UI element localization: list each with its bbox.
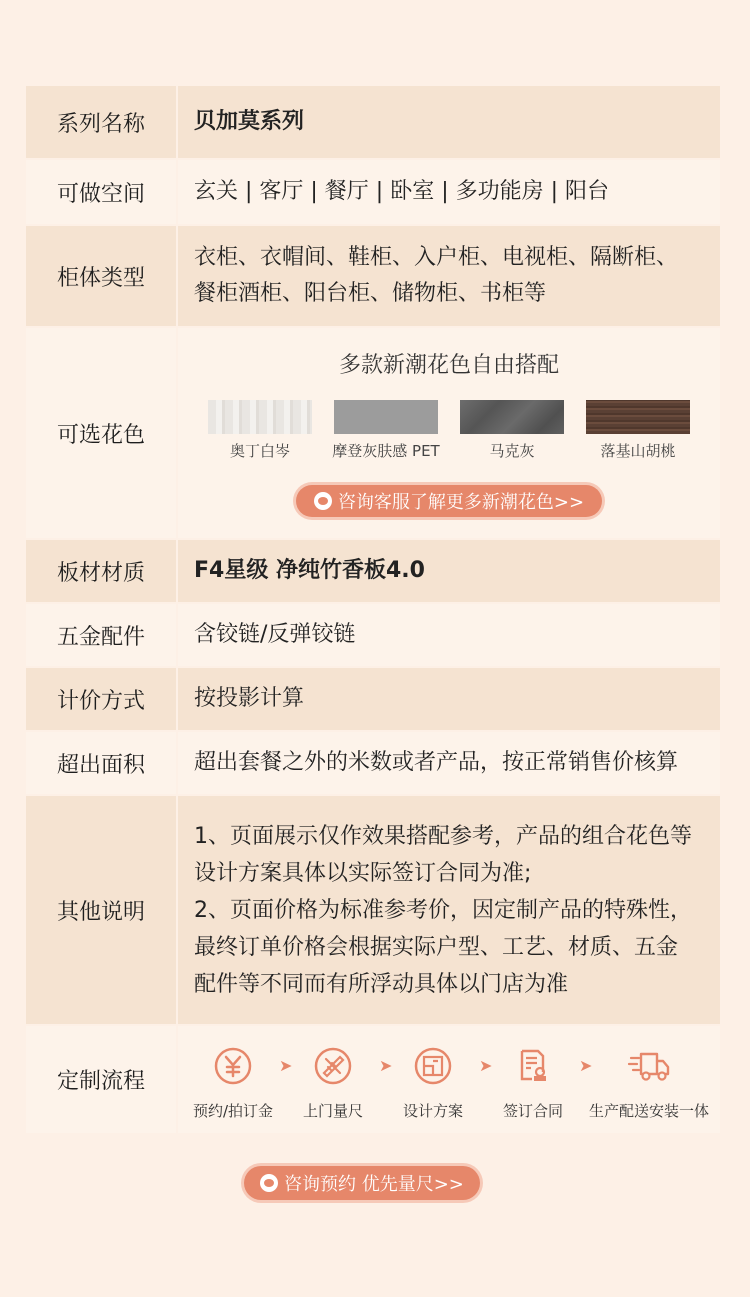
row-label: 五金配件 <box>25 603 177 667</box>
swatch-name: 落基山胡桃 <box>600 441 676 460</box>
more-colors-button[interactable] <box>296 485 602 517</box>
process-cell <box>177 1025 721 1134</box>
contract-stamp-icon <box>511 1044 555 1088</box>
cabinet-types <box>177 225 721 327</box>
excess-value: 超出套餐之外的米数或者产品，按正常销售价核算 <box>177 731 721 795</box>
row-series <box>25 85 721 159</box>
swatch-mark-grey[interactable] <box>460 400 564 461</box>
row-label: 系列名称 <box>25 85 177 159</box>
notes-text <box>177 795 721 1025</box>
swatch-chip <box>586 400 690 434</box>
process-steps <box>178 1026 720 1133</box>
row-space <box>25 159 721 225</box>
series-name: 贝加莫系列 <box>177 85 721 159</box>
book-measure-label: 咨询预约 优先量尺>> <box>284 1174 464 1195</box>
ruler-pencil-icon <box>311 1044 355 1088</box>
swatch-chip <box>334 400 438 434</box>
space-list: 玄关 | 客厅 | 餐厅 | 卧室 | 多功能房 | 阳台 <box>177 159 721 225</box>
swatch-row <box>178 400 720 461</box>
cabinet-line-2: 餐柜酒柜、阳台柜、储物柜、书柜等 <box>194 281 547 306</box>
book-measure-button[interactable] <box>244 1166 480 1200</box>
row-excess <box>25 731 721 795</box>
colors-heading: 多款新潮花色自由搭配 <box>338 352 559 378</box>
row-label: 可选花色 <box>25 327 177 539</box>
notes-line: 2、页面价格为标准参考价，因定制产品的特殊性， <box>194 897 692 923</box>
row-cabinet <box>25 225 721 327</box>
design-plan-icon <box>411 1044 455 1088</box>
notes-line: 配件等不同而有所浮动具体以门店为准 <box>194 971 569 997</box>
notes-line: 最终订单价格会根据实际户型、工艺、材质、五金 <box>194 934 679 960</box>
row-label: 板材材质 <box>25 539 177 603</box>
arrow-right-icon: ➤ <box>379 1056 393 1075</box>
chat-bubble-icon <box>260 1174 278 1192</box>
row-notes <box>25 795 721 1025</box>
swatch-name: 摩登灰肤感 PET <box>332 441 440 460</box>
step-deposit <box>187 1044 279 1121</box>
step-contract <box>487 1044 579 1121</box>
row-board <box>25 539 721 603</box>
step-delivery <box>587 1044 711 1121</box>
row-label: 柜体类型 <box>25 225 177 327</box>
row-process <box>25 1025 721 1134</box>
swatch-name: 马克灰 <box>489 441 535 460</box>
chat-bubble-icon <box>314 492 332 510</box>
pricing-value: 按投影计算 <box>177 667 721 731</box>
step-measure <box>287 1044 379 1121</box>
swatch-chip <box>208 400 312 434</box>
swatch-chip <box>460 400 564 434</box>
swatch-name: 奥丁白岑 <box>229 441 290 460</box>
hardware-value: 含铰链/反弹铰链 <box>177 603 721 667</box>
swatch-walnut[interactable] <box>586 400 690 461</box>
step-label: 预约/拍订金 <box>192 1102 274 1120</box>
row-label: 其他说明 <box>25 795 177 1025</box>
cabinet-line-1: 衣柜、衣帽间、鞋柜、入户柜、电视柜、隔断柜、 <box>194 245 679 270</box>
row-label: 定制流程 <box>25 1025 177 1134</box>
row-hardware <box>25 603 721 667</box>
notes-line: 设计方案具体以实际签订合同为准; <box>194 860 532 886</box>
swatch-oak-white[interactable] <box>208 400 312 461</box>
step-label: 签订合同 <box>502 1102 563 1120</box>
spec-table <box>24 84 722 1135</box>
row-pricing <box>25 667 721 731</box>
row-label: 可做空间 <box>25 159 177 225</box>
step-label: 生产配送安装一体 <box>588 1102 709 1120</box>
yuan-coin-icon <box>211 1044 255 1088</box>
notes-line: 1、页面展示仅作效果搭配参考，产品的组合花色等 <box>194 823 692 849</box>
row-colors <box>25 327 721 539</box>
row-label: 超出面积 <box>25 731 177 795</box>
step-label: 设计方案 <box>402 1102 463 1120</box>
board-material: F4星级 净纯竹香板4.0 <box>177 539 721 603</box>
swatch-modern-grey[interactable] <box>334 400 438 461</box>
more-colors-label: 咨询客服了解更多新潮花色>> <box>337 491 585 513</box>
delivery-truck-icon <box>627 1044 671 1088</box>
colors-cell <box>177 327 721 539</box>
arrow-right-icon: ➤ <box>279 1056 293 1075</box>
row-label: 计价方式 <box>25 667 177 731</box>
arrow-right-icon: ➤ <box>579 1056 593 1075</box>
arrow-right-icon: ➤ <box>479 1056 493 1075</box>
step-label: 上门量尺 <box>302 1102 363 1120</box>
step-design <box>387 1044 479 1121</box>
